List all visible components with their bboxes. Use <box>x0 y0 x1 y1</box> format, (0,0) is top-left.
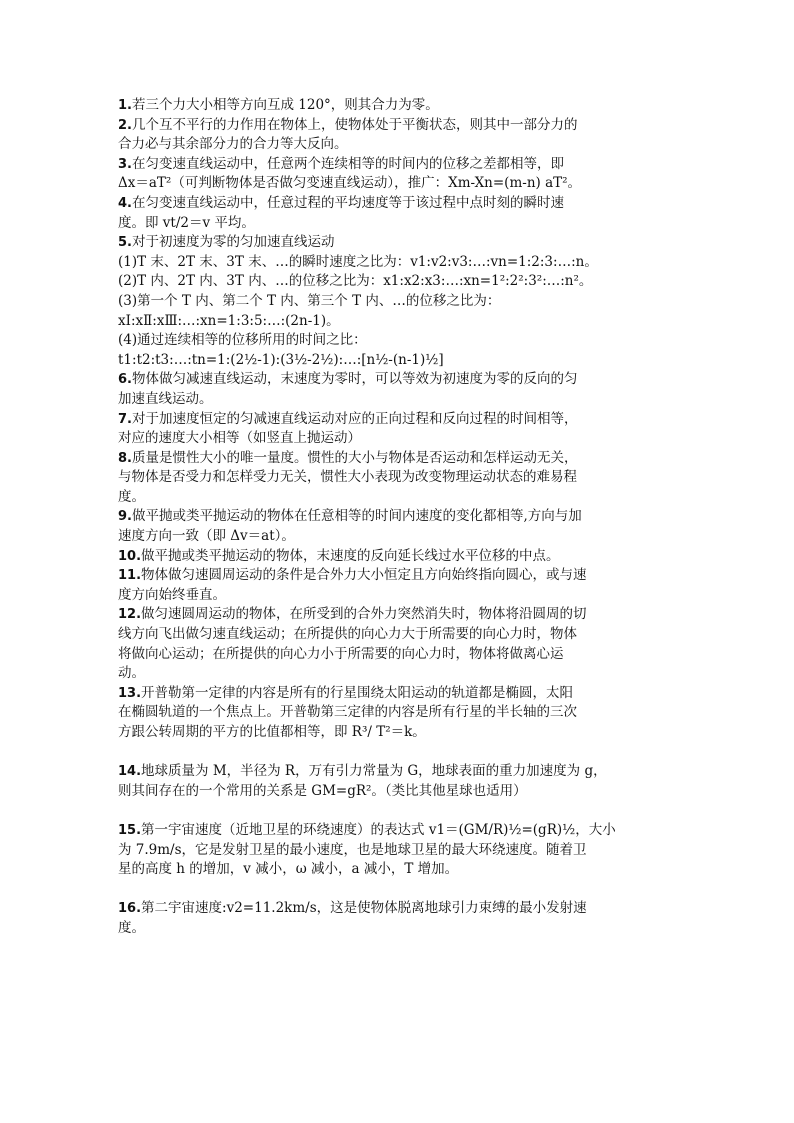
item-15-line-2 <box>118 841 678 861</box>
item-text: 度。 <box>118 488 145 505</box>
item-number: 9. <box>118 509 132 525</box>
item-12-line-2 <box>118 625 678 645</box>
item-text: 对应的速度大小相等（如竖直上抛运动） <box>118 430 361 447</box>
paragraph-spacer <box>118 743 678 763</box>
item-13-line-3 <box>118 723 678 743</box>
item-number: 2. <box>118 117 132 133</box>
item-number: 4. <box>118 195 132 211</box>
item-number: 3. <box>118 156 132 172</box>
item-text: 第一宇宙速度（近地卫星的环绕速度）的表达式 v1＝(GM/R)½=(gR)½，大小 <box>141 821 616 838</box>
item-4-line-2 <box>118 214 678 234</box>
item-text: 度方向始终垂直。 <box>118 586 226 603</box>
item-text: 做匀速圆周运动的物体，在所受到的合外力突然消失时，物体将沿圆周的切 <box>141 606 587 623</box>
item-2-line-1 <box>118 116 678 136</box>
item-text: 质量是惯性大小的唯一量度。惯性的大小与物体是否运动和怎样运动无关， <box>131 449 578 466</box>
item-15-line-3 <box>118 860 678 880</box>
item-5-line-5 <box>118 312 678 332</box>
item-text: 做平抛或类平抛运动的物体在任意相等的时间内速度的变化都相等,方向与加 <box>131 508 582 525</box>
item-text: 为 7.9m/s，它是发射卫星的最小速度，也是地球卫星的最大环绕速度。随着卫 <box>118 841 587 858</box>
item-text: 速度方向一致（即 Δv＝at）。 <box>118 528 295 545</box>
item-12-line-4 <box>118 664 678 684</box>
item-text: 动。 <box>118 665 145 682</box>
item-9-line-2 <box>118 527 678 547</box>
item-number: 15. <box>118 822 142 838</box>
item-8-line-1 <box>118 449 678 469</box>
item-text: 加速直线运动。 <box>118 390 213 407</box>
item-5-line-4 <box>118 292 678 312</box>
item-text: (4)通过连续相等的位移所用的时间之比： <box>118 332 367 349</box>
item-text: 物体做匀减速直线运动，末速度为零时，可以等效为初速度为零的反向的匀 <box>131 371 578 388</box>
item-text: 第二宇宙速度:v2=11.2km/s，这是使物体脱离地球引力束缚的最小发射速 <box>141 900 587 917</box>
item-text: 度。 <box>118 919 145 936</box>
item-14-line-1 <box>118 762 678 782</box>
paragraph-spacer <box>118 801 678 821</box>
paragraph-spacer <box>118 880 678 900</box>
item-3-line-2 <box>118 174 678 194</box>
item-text: 则其间存在的一个常用的关系是 GM=gR²。（类比其他星球也适用） <box>118 782 527 799</box>
item-11-line-1 <box>118 566 678 586</box>
item-8-line-3 <box>118 488 678 508</box>
item-2-line-2 <box>118 135 678 155</box>
item-text: 在匀变速直线运动中，任意两个连续相等的时间内的位移之差都相等，即 <box>131 155 564 172</box>
item-text: 若三个力大小相等方向互成 120°，则其合力为零。 <box>131 97 439 113</box>
item-text: 开普勒第一定律的内容是所有的行星围绕太阳运动的轨道都是椭圆，太阳 <box>141 684 574 701</box>
item-text: t1:t2:t3:…:tn=1:(2½-1):(3½-2½):…:[n½-(n-1)½] <box>118 351 444 368</box>
item-number: 16. <box>118 901 142 917</box>
item-number: 10. <box>118 548 142 564</box>
item-text: 将做向心运动；在所提供的向心力小于所需要的向心力时，物体将做离心运 <box>118 645 564 662</box>
item-text: 在匀变速直线运动中，任意过程的平均速度等于该过程中点时刻的瞬时速 <box>131 194 564 211</box>
item-number: 6. <box>118 372 132 388</box>
item-text: 几个互不平行的力作用在物体上，使物体处于平衡状态，则其中一部分力的 <box>131 116 578 133</box>
item-3-line-1 <box>118 155 678 175</box>
item-7-line-2 <box>118 429 678 449</box>
item-13-line-1 <box>118 684 678 704</box>
item-6-line-1 <box>118 370 678 390</box>
item-text: (1)T 末、2T 末、3T 末、…的瞬时速度之比为：v1:v2:v3:…:vn=1:2:3:…:n。 <box>118 253 598 270</box>
item-text: 做平抛或类平抛运动的物体，末速度的反向延长线过水平位移的中点。 <box>141 547 560 564</box>
item-text: 合力必与其余部分力的合力等大反向。 <box>118 136 348 153</box>
item-number: 11. <box>118 568 142 584</box>
item-text: 物体做匀速圆周运动的条件是合外力大小恒定且方向始终指向圆心，或与速 <box>141 567 587 584</box>
item-text: 对于加速度恒定的匀减速直线运动对应的正向过程和反向过程的时间相等， <box>131 410 578 427</box>
item-number: 12. <box>118 607 142 623</box>
item-text: 地球质量为 M，半径为 R，万有引力常量为 G，地球表面的重力加速度为 g， <box>141 763 607 780</box>
item-number: 8. <box>118 450 132 466</box>
item-text: 度。即 vt/2＝v 平均。 <box>118 214 255 231</box>
item-5-line-1 <box>118 233 678 253</box>
item-5-line-2 <box>118 253 678 273</box>
item-number: 14. <box>118 764 142 780</box>
item-text: 线方向飞出做匀速直线运动；在所提供的向心力大于所需要的向心力时，物体 <box>118 626 577 643</box>
item-16-line-2 <box>118 919 678 939</box>
item-7-line-1 <box>118 410 678 430</box>
item-text: xⅠ:xⅡ:xⅢ:…:xn=1:3:5:…:(2n-1)。 <box>118 312 340 329</box>
item-text: (3)第一个 T 内、第二个 T 内、第三个 T 内、…的位移之比为： <box>118 292 501 309</box>
item-text: Δx＝aT²（可判断物体是否做匀变速直线运动），推广：Xm-Xn=(m-n) aT²。 <box>118 175 582 192</box>
document-body <box>118 96 678 939</box>
item-5-line-6 <box>118 331 678 351</box>
item-5-line-7 <box>118 351 678 371</box>
item-1-line-1 <box>118 96 678 116</box>
item-text: (2)T 内、2T 内、3T 内、…的位移之比为：x1:x2:x3:…:xn=1²:2²:3²:…:n²。 <box>118 273 593 290</box>
item-10-line-1 <box>118 547 678 567</box>
item-15-line-1 <box>118 821 678 841</box>
item-4-line-1 <box>118 194 678 214</box>
item-11-line-2 <box>118 586 678 606</box>
item-number: 13. <box>118 685 142 701</box>
item-12-line-3 <box>118 645 678 665</box>
item-8-line-2 <box>118 468 678 488</box>
item-number: 5. <box>118 235 132 251</box>
item-5-line-3 <box>118 272 678 292</box>
item-9-line-1 <box>118 507 678 527</box>
item-12-line-1 <box>118 605 678 625</box>
item-16-line-1 <box>118 899 678 919</box>
item-14-line-2 <box>118 782 678 802</box>
item-number: 1. <box>118 98 132 113</box>
item-6-line-2 <box>118 390 678 410</box>
item-text: 对于初速度为零的匀加速直线运动 <box>131 234 335 251</box>
item-number: 7. <box>118 411 132 427</box>
item-text: 在椭圆轨道的一个焦点上。开普勒第三定律的内容是所有行星的半长轴的三次 <box>118 704 577 721</box>
item-text: 与物体是否受力和怎样受力无关，惯性大小表现为改变物理运动状态的难易程 <box>118 469 577 486</box>
item-13-line-2 <box>118 703 678 723</box>
item-text: 星的高度 h 的增加，v 减小，ω 减小，a 减小，T 增加。 <box>118 861 459 878</box>
item-text: 方跟公转周期的平方的比值都相等，即 R³/ T²＝k。 <box>118 724 426 740</box>
